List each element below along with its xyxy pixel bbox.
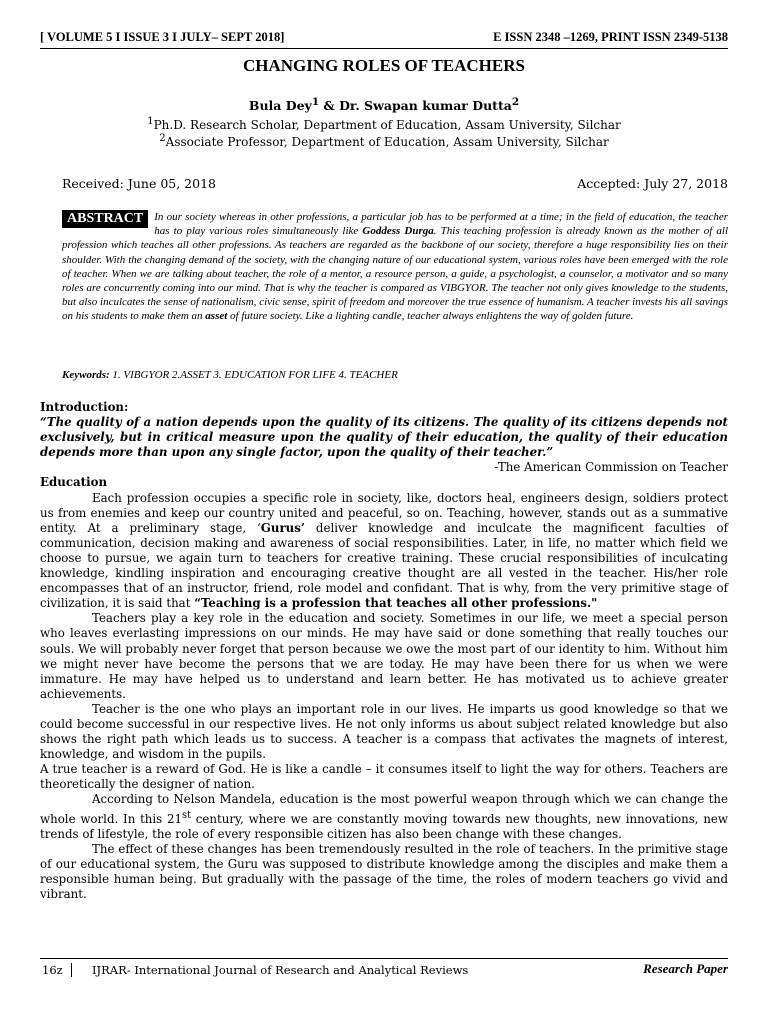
p5-text-a: According to Nelson Mandela, education is the most powerful weapon through which we can change the whole world. In this 21 [40, 792, 728, 826]
page-number: 16z [42, 963, 72, 977]
abstract-text-1: In our society whereas in other professions, a particular job has to be performed at a time; in the field of education, the teacher has to play various roles simultaneously like [154, 211, 728, 238]
quote-attribution: -The American Commission on Teacher [494, 460, 728, 475]
journal-name: IJRAR- International Journal of Research and Analytical Reviews [92, 963, 469, 977]
abstract-bold-2: asset [205, 310, 228, 323]
paper-title: CHANGING ROLES OF TEACHERS [243, 56, 525, 75]
dates-row [62, 176, 728, 191]
author-line [0, 96, 768, 113]
paragraph-3: Teacher is the one who plays an important role in our lives. He imparts us good knowledge so that we could become successful in our respective lives. He not only informs us about subject related knowledge but also shows the right path which leads us to success. A teacher is a compass that activates the magnets of interest, knowledge, and wisdom in the pupils. [40, 701, 728, 762]
abstract-text-3: of future society. Like a lighting candle, teacher always enlightens the way of golden future. [227, 310, 634, 323]
affiliation-2-text: Associate Professor, Department of Education, Assam University, Silchar [165, 135, 609, 149]
abstract-text-2: . This teaching profession is already known as the mother of all profession which teaches all other professions. As teachers are regarded as the backbone of our society, therefore a huge responsibility lies on their shoulder. With the changing demand of the society, with the changing nature of our educational system, various roles have been emerged with the role of teacher. When we are talking about teacher, the role of a mentor, a resource person, a guide, a psychologist, a counselor, a motivator and so many roles are concurrently coming into our mind. That is why the teacher is compared as VIBGYOR. The teacher not only gives knowledge to the students, but also inculcates the sense of nationalism, civic sense, spirit of freedom and moreover the true essence of humanism. A teacher invests his all savings on his students to make them an [62, 225, 728, 323]
p1-bold-quote: “Teaching is a profession that teaches all other professions." [194, 596, 598, 611]
paper-type: Research Paper [643, 961, 728, 976]
affiliation-1-text: Ph.D. Research Scholar, Department of Education, Assam University, Silchar [153, 118, 621, 132]
paragraph-2: Teachers play a key role in the education and society. Sometimes in our life, we meet a special person who leaves everlasting impressions on our minds. He may have said or done something that really touches our souls. We will probably never forget that person because we owe the most part of our identity to him. Without him we might never have become the persons that we are today. He may have been there for us when we were immature. He may have helped us to understand and learn better. He has motivated us to achieve greater achievements. [40, 611, 728, 701]
p5-text-b: century, where we are constantly moving towards new thoughts, new innovations, new trends of lifestyle, the role of every responsible citizen has also been change with these changes. [40, 811, 728, 841]
intro-heading: Introduction: [40, 400, 129, 414]
paragraph-4: A true teacher is a reward of God. He is like a candle – it consumes itself to light the way for others. Teachers are theoretically the designer of nation. [40, 762, 728, 792]
author-separator: & [319, 98, 340, 114]
keywords-text: 1. VIBGYOR 2.ASSET 3. EDUCATION FOR LIFE 4. TEACHER [109, 369, 398, 381]
keywords-label: Keywords: [62, 369, 110, 381]
author-1: Bula Dey [248, 98, 312, 114]
abstract-label: ABSTRACT [62, 210, 148, 228]
issn-info: E ISSN 2348 –1269, PRINT ISSN 2349-5138 [493, 30, 728, 44]
affiliation-1 [0, 116, 768, 132]
quote-attribution-cont: Education [40, 475, 108, 490]
page-footer [40, 958, 728, 981]
running-header [40, 30, 728, 49]
p1-bold-gurus: Gurus’ [260, 520, 305, 535]
abstract-block [62, 210, 728, 324]
p1-text-a: Each profession occupies a specific role in society, like, doctors heal, engineers design, soldiers protect us from enemies and keep our country united and peaceful, so on. Teaching, however, stands out as a summative entity. At a preliminary stage, ‘ [40, 490, 728, 535]
p5-sup: st [182, 809, 192, 821]
author-2-sup: 2 [511, 96, 520, 108]
accepted-date: Accepted: July 27, 2018 [577, 176, 728, 191]
affiliation-2-sup: 2 [159, 133, 166, 144]
affiliation-1-sup: 1 [147, 116, 154, 127]
paragraph-6: The effect of these changes has been tremendously resulted in the role of teachers. In the primitive stage of our educational system, the Guru was supposed to distribute knowledge among the disciples and make them a responsible human being. But gradually with the passage of the time, the roles of modern teachers go vivid and vibrant. [40, 841, 728, 901]
intro-quote: “The quality of a nation depends upon the quality of its citizens. The quality of its citizens depends not exclusively, but in critical measure upon the quality of their education, the quality of their education depends more than upon any single factor, upon the quality of their teacher.” [40, 415, 728, 460]
received-date: Received: June 05, 2018 [62, 176, 216, 191]
affiliation-2 [0, 133, 768, 149]
author-2: Dr. Swapan kumar Dutta [339, 98, 512, 114]
author-1-sup: 1 [311, 96, 320, 108]
p1-text-c: deliver knowledge and inculcate the magnificent faculties of communication, decision making and awareness of social responsibilities. Later, in life, no matter which field we choose to pursue, we again turn to teachers for creative training. These crucial responsibilities of inculcating knowledge, kindling inspiration and encouraging creative thought are all vested in the teacher. His/her role encompasses that of an instructor, friend, role model and confidant. That is why, from the very primitive stage of civilization, it is said that [40, 520, 728, 611]
paragraph-5 [40, 792, 728, 841]
volume-info: [ VOLUME 5 I ISSUE 3 I JULY– SEPT 2018] [40, 30, 285, 44]
keywords-line [62, 369, 398, 381]
paragraph-1 [40, 491, 728, 612]
abstract-bold-1: Goddess Durga [362, 225, 434, 238]
body-text [40, 400, 728, 902]
